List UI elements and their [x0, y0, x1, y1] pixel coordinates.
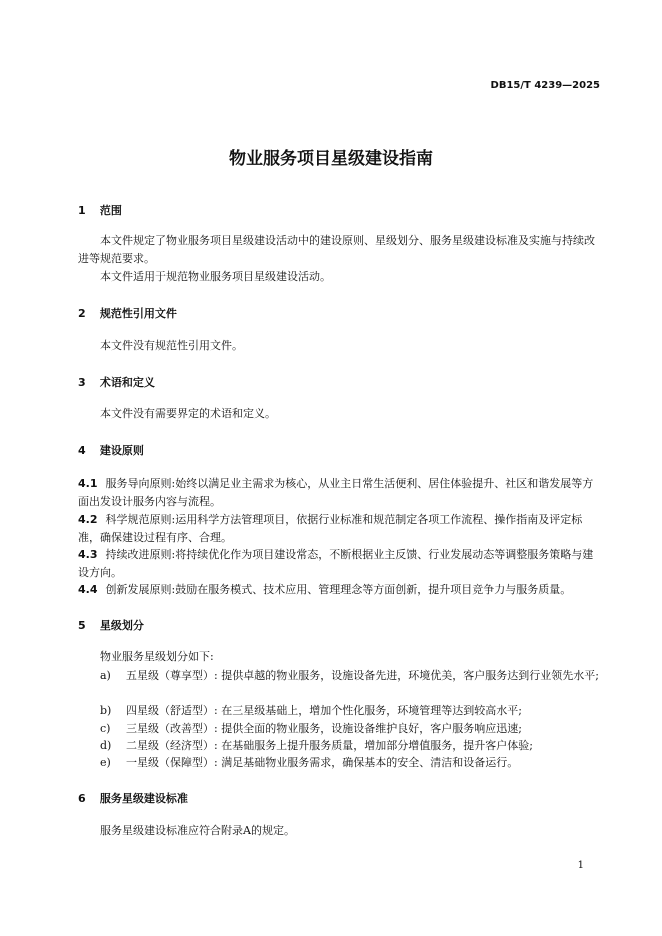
clause	[78, 546, 600, 582]
paragraph: 本文件适用于规范物业服务项目星级建设活动。	[100, 270, 331, 283]
section-title: 规范性引用文件	[99, 307, 177, 320]
section-number: 2	[78, 307, 86, 320]
paragraph: 本文件规定了物业服务项目星级建设活动中的建设原则、星级划分、服务星级建设标准及实施与持续改进等规范要求。	[78, 234, 595, 265]
page-title: 物业服务项目星级建设指南	[229, 149, 433, 169]
section-heading	[78, 617, 144, 633]
clause-text: 创新发展原则:鼓励在服务模式、技术应用、管理理念等方面创新，提升项目竞争力与服务质量。	[105, 583, 572, 596]
page-number: 1	[577, 860, 584, 871]
section-heading	[78, 374, 155, 390]
clause	[78, 511, 600, 547]
list-item	[100, 667, 600, 685]
section-heading	[78, 790, 188, 806]
section-title: 建设原则	[99, 444, 144, 457]
list-item-text: 五星级（尊享型）: 提供卓越的物业服务，设施设备先进，环境优美，客户服务达到行业领先水平;	[126, 669, 599, 682]
section-heading	[78, 442, 144, 458]
clause	[78, 475, 600, 511]
section-heading	[78, 202, 122, 218]
clause-number: 4.2	[78, 513, 98, 526]
list-item-text: 二星级（经济型）: 在基础服务上提升服务质量，增加部分增值服务，提升客户体验;	[126, 739, 533, 752]
clause-number: 4.3	[78, 548, 98, 561]
clause	[78, 581, 600, 599]
list-marker: e)	[100, 756, 111, 769]
list-item-text: 四星级（舒适型）: 在三星级基础上，增加个性化服务，环境管理等达到较高水平;	[126, 704, 522, 717]
section-number: 5	[78, 619, 86, 632]
section-title: 星级划分	[99, 619, 144, 632]
section-title: 服务星级建设标准	[99, 792, 188, 805]
list-item	[100, 702, 600, 720]
list-marker: a)	[100, 669, 111, 682]
list-item	[100, 720, 600, 738]
document-code: DB15/T 4239—2025	[490, 80, 600, 91]
section-title: 范围	[99, 204, 122, 217]
clause-text: 科学规范原则:运用科学方法管理项目，依据行业标准和规范制定各项工作流程、操作指南及评定标准，确保建设过程有序、合理。	[78, 513, 583, 544]
section-heading	[78, 305, 177, 321]
section-number: 6	[78, 792, 86, 805]
paragraph: 本文件没有需要界定的术语和定义。	[100, 407, 276, 420]
paragraph: 物业服务星级划分如下:	[100, 650, 214, 663]
paragraph: 服务星级建设标准应符合附录A的规定。	[100, 824, 295, 837]
clause-text: 持续改进原则:将持续优化作为项目建设常态，不断根据业主反馈、行业发展动态等调整服务策略与建设方向。	[78, 548, 594, 579]
clause-text: 服务导向原则:始终以满足业主需求为核心，从业主日常生活便利、居住体验提升、社区和谐发展等方面出发设计服务内容与流程。	[78, 477, 594, 508]
section-number: 4	[78, 444, 86, 457]
list-item-text: 一星级（保障型）: 满足基础物业服务需求，确保基本的安全、清洁和设备运行。	[126, 756, 519, 769]
clause-number: 4.4	[78, 583, 98, 596]
clause-number: 4.1	[78, 477, 98, 490]
section-title: 术语和定义	[99, 376, 155, 389]
list-item-text: 三星级（改善型）: 提供全面的物业服务，设施设备维护良好，客户服务响应迅速;	[126, 722, 522, 735]
paragraph: 本文件没有规范性引用文件。	[100, 339, 243, 352]
list-marker: b)	[100, 704, 112, 717]
list-item	[100, 737, 600, 755]
list-item	[100, 754, 600, 772]
section-number: 1	[78, 204, 86, 217]
section-number: 3	[78, 376, 86, 389]
list-marker: c)	[100, 722, 111, 735]
list-marker: d)	[100, 739, 112, 752]
